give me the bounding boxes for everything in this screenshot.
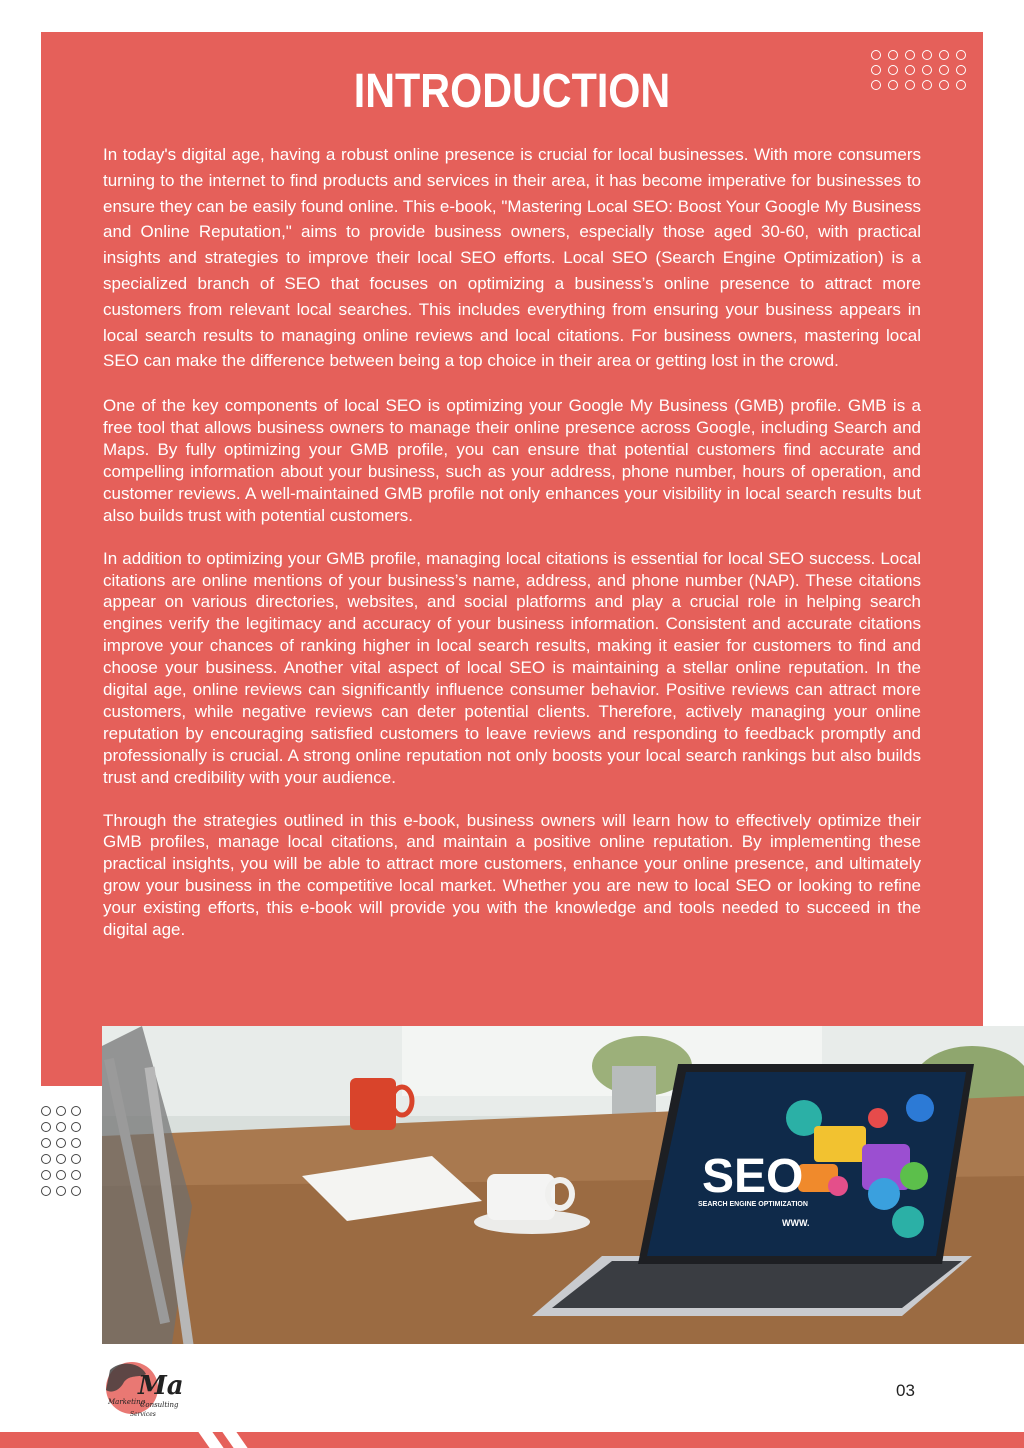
paragraph-4: Through the strategies outlined in this e-book, business owners will learn how to effectively optimize their GMB profiles, manage local citations, and maintain a positive online reputation. By implementing these practical insights, you will be able to attract more customers, enhance your online presence, and ultimately grow your business in the competitive local market. Whether you are new to local SEO or looking to refine your existing efforts, this e-book will provide you with the knowledge and tools needed to succeed in the digital age. — [103, 810, 921, 940]
paragraph-1: In today's digital age, having a robust online presence is crucial for local businesses. With more consumers turning to the internet to find products and services in their area, it has become imperative for businesses to ensure they can be easily found online. This e-book, "Mastering Local SEO: Boost Your Google My Business and Online Reputation," aims to provide business owners, especially those aged 30-60, with practical insights and strategies to improve their local SEO efforts. Local SEO (Search Engine Optimization) is a specialized branch of SEO that focuses on optimizing a business’s online presence to attract more customers from relevant local searches. This includes everything from ensuring your business appears in local search results to managing online reviews and local citations. For business owners, mastering local SEO can make the difference between being a top choice in their area or getting lost in the crowd. — [103, 145, 921, 371]
page-number: 03 — [896, 1381, 915, 1400]
decorative-dots-top-right — [871, 50, 975, 90]
logo-line-1: Marketing — [108, 1398, 146, 1406]
paragraph-3: In addition to optimizing your GMB profile, managing local citations is essential for local SEO success. Local citations are online mentions of your business’s name, address, and phone number (NAP). These citations appear on various directories, websites, and social platforms and play a crucial role in helping search engines verify the legitimacy and accuracy of your business information. Consistent and accurate citations improve your chances of ranking higher in local search results, making it easier for customers to find and choose your business. Another vital aspect of local SEO is maintaining a stellar online reputation. In the digital age, online reviews can significantly influence consumer behavior. Positive reviews can attract more customers, while negative reviews can deter potential clients. Therefore, actively managing your online reputation by encouraging satisfied customers to leave reviews and responding to feedback promptly and professionally is crucial. A strong online reputation not only boosts your local search rankings but also builds trust and credibility with your audience. — [103, 548, 921, 787]
paragraph-2: One of the key components of local SEO is optimizing your Google My Business (GMB) profile. GMB is a free tool that allows business owners to manage their online presence across Google, including Search and Maps. By fully optimizing your GMB profile, you can ensure that potential customers find accurate and compelling information about your business, such as your address, phone number, hours of operation, and customer reviews. A well-maintained GMB profile not only enhances your visibility in local search results but also builds trust with potential customers. — [103, 396, 921, 525]
decorative-dots-left — [41, 1106, 86, 1196]
screen-sub-text: SEARCH ENGINE OPTIMIZATION — [698, 1201, 808, 1208]
laptop-seo-photo — [102, 1026, 1024, 1344]
logo-line-2: Consulting — [140, 1401, 179, 1409]
logo-line-3: Services — [130, 1411, 156, 1418]
screen-seo-text: SEO — [702, 1150, 804, 1203]
page-title: INTRODUCTION — [353, 65, 671, 118]
company-logo — [100, 1360, 190, 1420]
logo-monogram: Ma — [138, 1371, 184, 1401]
intro-body — [103, 142, 921, 962]
screen-www-text: WWW. — [782, 1218, 810, 1228]
footer-bar — [0, 1432, 1024, 1448]
